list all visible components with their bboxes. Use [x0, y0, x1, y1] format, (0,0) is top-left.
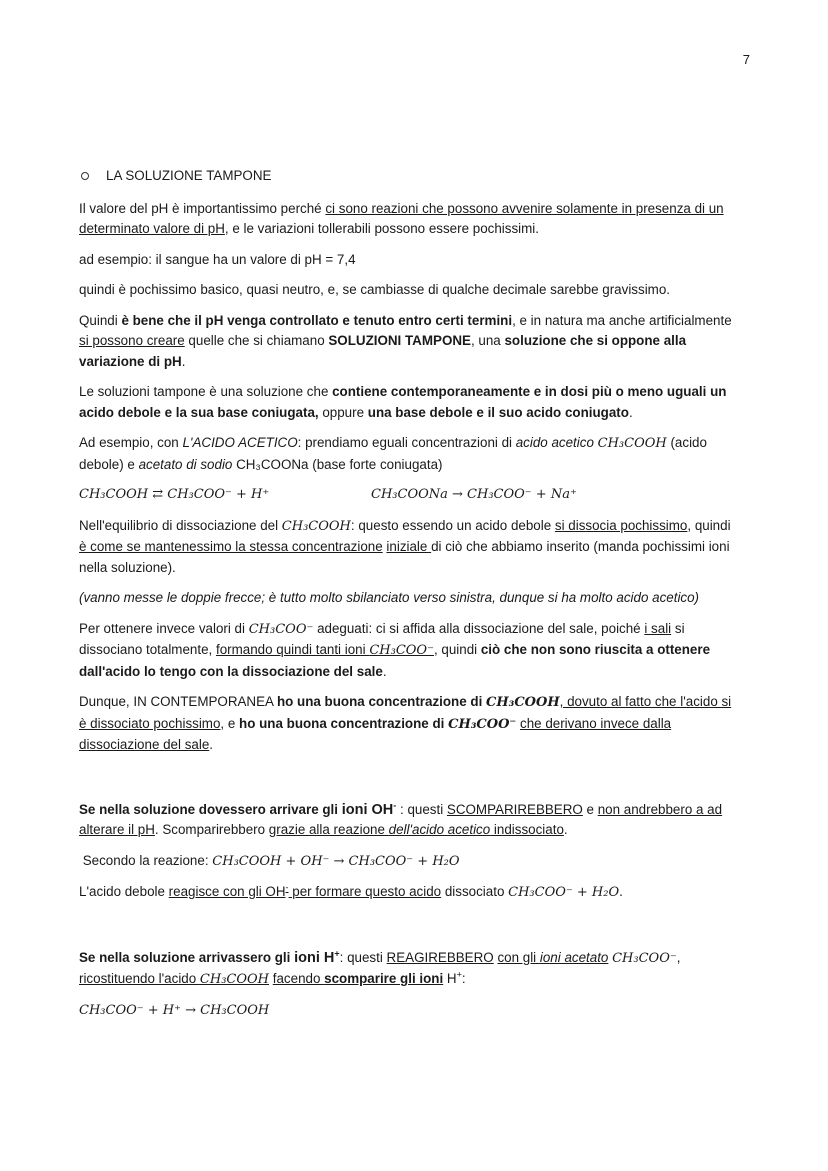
paragraph-simultaneous: Dunque, IN CONTEMPORANEA ho una buona concentrazione di CH₃COOH, dovuto al fatto che l'acido si è dissociato pochissimo, e ho una buona concentrazione di CH₃COO⁻ che derivano invece dalla dissociazione del sale.: [79, 694, 732, 752]
paragraph-acetic-example: Ad esempio, con L'ACIDO ACETICO: prendiamo eguali concentrazioni di acido acetico CH₃COOH (acido debole) e acetato di sodio CH₃COONa (base forte coniugata): [79, 435, 707, 472]
paragraph-blood-ph: ad esempio: il sangue ha un valore di pH = 7,4: [79, 251, 356, 267]
paragraph-ph-importance: Il valore del pH è importantissimo perché ci sono reazioni che possono avvenire solamente in presenza di un determinato valore di pH, e le variazioni tollerabili possono essere pochissimi.: [79, 200, 724, 236]
equation-salt-dissociation: CH₃COONa → CH₃COO⁻ + Na⁺: [371, 487, 577, 502]
paragraph-note: (vanno messe le doppie frecce; è tutto molto sbilanciato verso sinistra, dunque si ha molto acido acetico): [79, 590, 700, 605]
paragraph-oh-ions: Se nella soluzione dovessero arrivare gli ioni OH- : questi SCOMPARIREBBERO e non andrebbero a ad alterare il pH. Scomparirebbero grazie alla reazione dell'acido acetico indissociato.: [79, 800, 723, 837]
circle-bullet-icon: [81, 172, 89, 180]
paragraph-equilibrium: Nell'equilibrio di dissociazione del CH₃COOH: questo essendo un acido debole si dissocia pochissimo, quindi è come se mantenessimo la stessa concentrazione iniziale di ciò che abbiamo inserito (manda pochissimi ioni nella soluzione).: [79, 517, 731, 575]
equation-h-reaction: CH₃COO⁻ + H⁺ → CH₃COOH: [79, 1002, 270, 1018]
equation-row: [79, 485, 741, 506]
paragraph-weak-acid-reacts: L'acido debole reagisce con gli OH- per formare questo acido dissociato CH₃COO⁻ + H₂O.: [79, 882, 623, 900]
equation-acid-dissociation: CH₃COOH ⇄ CH₃COO⁻ + H⁺: [79, 487, 270, 502]
paragraph-h-ions: Se nella soluzione arrivassero gli ioni H+: questi REAGIREBBERO con gli ioni acetato CH₃COO⁻, ricostituendo l'acido CH₃COOH facendo scomparire gli ioni H+:: [79, 948, 681, 987]
paragraph-buffer-composition: Le soluzioni tampone è una soluzione che contiene contemporaneamente e in dosi più o meno uguali un acido debole e la sua base coniugata, oppure una base debole e il suo acido coniugato.: [79, 384, 727, 420]
paragraph-salt: Per ottenere invece valori di CH₃COO⁻ adeguati: ci si affida alla dissociazione del sale, poiché i sali si dissociano totalmente, formando quindi tanti ioni CH₃COO⁻, quindi ciò che non sono riuscita a ottenere dall'acido lo tengo con la dissociazione del sale.: [79, 620, 711, 679]
paragraph-oh-reaction: Secondo la reazione: CH₃COOH + OH⁻ → CH₃COO⁻ + H₂O: [82, 852, 460, 869]
section-heading-text: LA SOLUZIONE TAMPONE: [106, 168, 272, 183]
document-body: [79, 166, 741, 1031]
section-heading: [79, 166, 741, 187]
paragraph-basic: quindi è pochissimo basico, quasi neutro, e, se cambiasse di qualche decimale sarebbe gravissimo.: [79, 282, 670, 297]
paragraph-buffer-definition: Quindi è bene che il pH venga controllato e tenuto entro certi termini, e in natura ma anche artificialmente si possono creare quelle che si chiamano SOLUZIONI TAMPONE, una soluzione che si oppone alla variazione di pH.: [79, 312, 732, 369]
page-number: 7: [742, 52, 750, 67]
